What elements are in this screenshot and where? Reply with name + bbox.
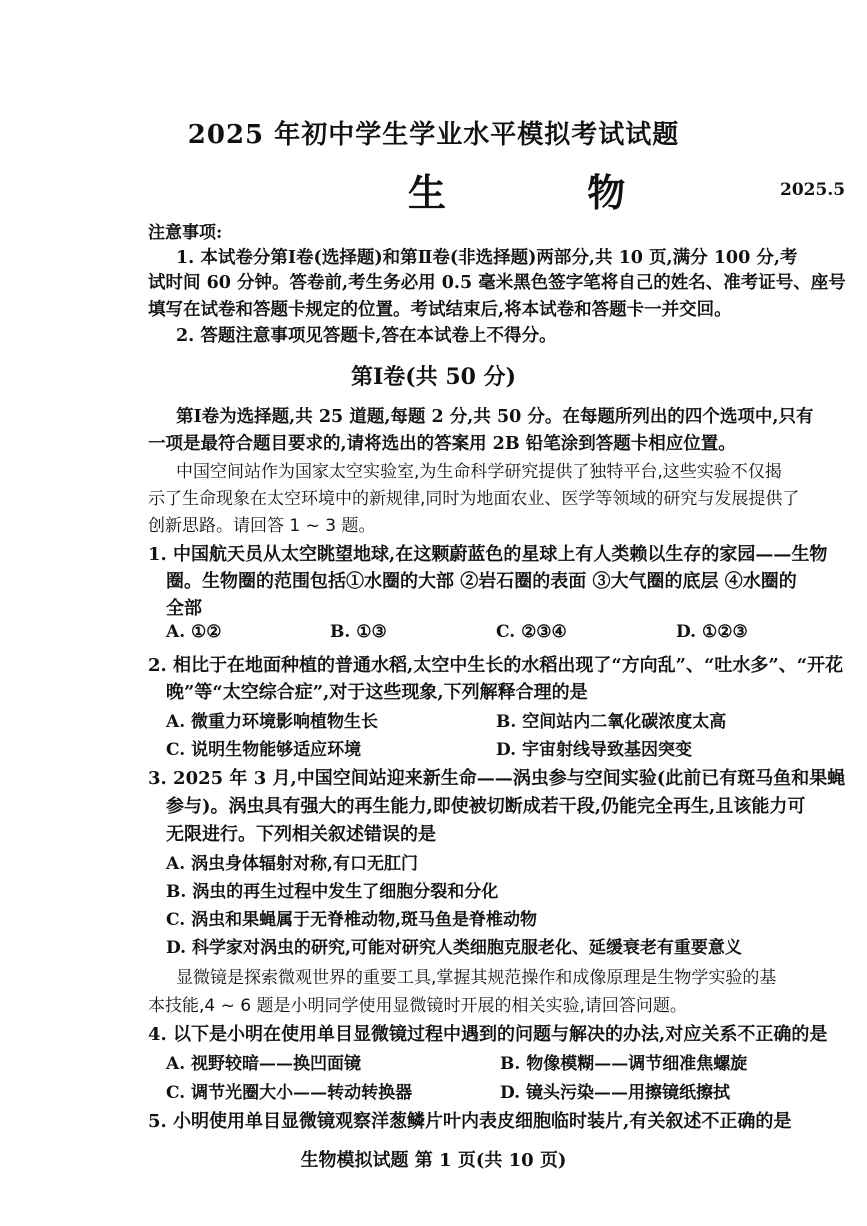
question-1-option-d[interactable]: D. ①②③: [676, 622, 748, 642]
question-1-stem: 1. 中国航天员从太空眺望地球,在这颗蔚蓝色的星球上有人类赖以生存的家园——生物: [148, 544, 828, 565]
question-3-stem: 3. 2025 年 3 月,中国空间站迎来新生命——涡虫参与空间实验(此前已有斑马鱼和果蝇: [148, 768, 846, 789]
question-2-stem: 2. 相比于在地面种植的普通水稻,太空中生长的水稻出现了“方向乱”、“吐水多”、“开花: [148, 655, 844, 676]
notice-line: 试时间 60 分钟。答卷前,考生务必用 0.5 毫米黑色签字笔将自己的姓名、准考证号、座号: [148, 273, 846, 293]
question-3-stem: 参与)。涡虫具有强大的再生能力,即使被切断成若干段,仍能完全再生,且该能力可: [166, 796, 806, 817]
subject-title: 生 物: [408, 170, 690, 215]
question-1-stem: 全部: [166, 598, 202, 619]
question-4-option-d[interactable]: D. 镜头污染——用擦镜纸擦拭: [500, 1083, 730, 1103]
passage-line: 创新思路。请回答 1 ~ 3 题。: [148, 516, 376, 536]
section-title: 第Ⅰ卷(共 50 分): [350, 364, 517, 390]
section-intro-line: 第Ⅰ卷为选择题,共 25 道题,每题 2 分,共 50 分。在每题所列出的四个选项中,只有: [176, 407, 814, 427]
notice-line: 填写在试卷和答题卡规定的位置。考试结束后,将本试卷和答题卡一并交回。: [148, 300, 732, 320]
question-3-option-d[interactable]: D. 科学家对涡虫的研究,可能对研究人类细胞克服老化、延缓衰老有重要意义: [166, 938, 742, 958]
exam-date: 2025.5: [780, 180, 846, 200]
notice-line: 1. 本试卷分第Ⅰ卷(选择题)和第Ⅱ卷(非选择题)两部分,共 10 页,满分 100 分,考: [176, 248, 798, 268]
passage-line: 中国空间站作为国家太空实验室,为生命科学研究提供了独特平台,这些实验不仅揭: [176, 462, 782, 482]
question-4-option-c[interactable]: C. 调节光圈大小——转动转换器: [166, 1083, 413, 1103]
passage-line: 示了生命现象在太空环境中的新规律,同时为地面农业、医学等领域的研究与发展提供了: [148, 489, 800, 509]
passage-line: 显微镜是探索微观世界的重要工具,掌握其规范操作和成像原理是生物学实验的基: [176, 968, 777, 988]
question-3-option-a[interactable]: A. 涡虫身体辐射对称,有口无肛门: [166, 854, 418, 874]
exam-title: 2025 年初中学生学业水平模拟考试试题: [187, 120, 680, 150]
notice-line: 2. 答题注意事项见答题卡,答在本试卷上不得分。: [176, 326, 557, 346]
question-2-option-c[interactable]: C. 说明生物能够适应环境: [166, 740, 362, 760]
question-4-option-b[interactable]: B. 物像模糊——调节细准焦螺旋: [500, 1054, 748, 1074]
question-3-stem: 无限进行。下列相关叙述错误的是: [166, 824, 436, 845]
section-intro-line: 一项是最符合题目要求的,请将选出的答案用 2B 铅笔涂到答题卡相应位置。: [148, 434, 736, 454]
question-4-option-a[interactable]: A. 视野较暗——换凹面镜: [166, 1054, 362, 1074]
question-1-stem: 圈。生物圈的范围包括①水圈的大部 ②岩石圈的表面 ③大气圈的底层 ④水圈的: [166, 571, 797, 592]
question-2-option-d[interactable]: D. 宇宙射线导致基因突变: [496, 740, 692, 760]
question-1-option-c[interactable]: C. ②③④: [496, 622, 567, 642]
notice-heading: 注意事项:: [148, 223, 223, 243]
question-2-stem: 晚”等“太空综合症”,对于这些现象,下列解释合理的是: [166, 682, 588, 703]
passage-line: 本技能,4 ~ 6 题是小明同学使用显微镜时开展的相关实验,请回答问题。: [148, 996, 687, 1016]
question-5-stem: 5. 小明使用单目显微镜观察洋葱鳞片叶内表皮细胞临时装片,有关叙述不正确的是: [148, 1111, 792, 1132]
question-3-option-b[interactable]: B. 涡虫的再生过程中发生了细胞分裂和分化: [166, 882, 499, 902]
question-4-stem: 4. 以下是小明在使用单目显微镜过程中遇到的问题与解决的办法,对应关系不正确的是: [148, 1024, 828, 1045]
question-3-option-c[interactable]: C. 涡虫和果蝇属于无脊椎动物,斑马鱼是脊椎动物: [166, 910, 537, 930]
question-2-option-a[interactable]: A. 微重力环境影响植物生长: [166, 712, 379, 732]
question-1-option-a[interactable]: A. ①②: [166, 622, 222, 642]
page-footer: 生物模拟试题 第 1 页(共 10 页): [300, 1150, 567, 1171]
question-1-option-b[interactable]: B. ①③: [330, 622, 387, 642]
question-2-option-b[interactable]: B. 空间站内二氧化碳浓度太高: [496, 712, 727, 732]
